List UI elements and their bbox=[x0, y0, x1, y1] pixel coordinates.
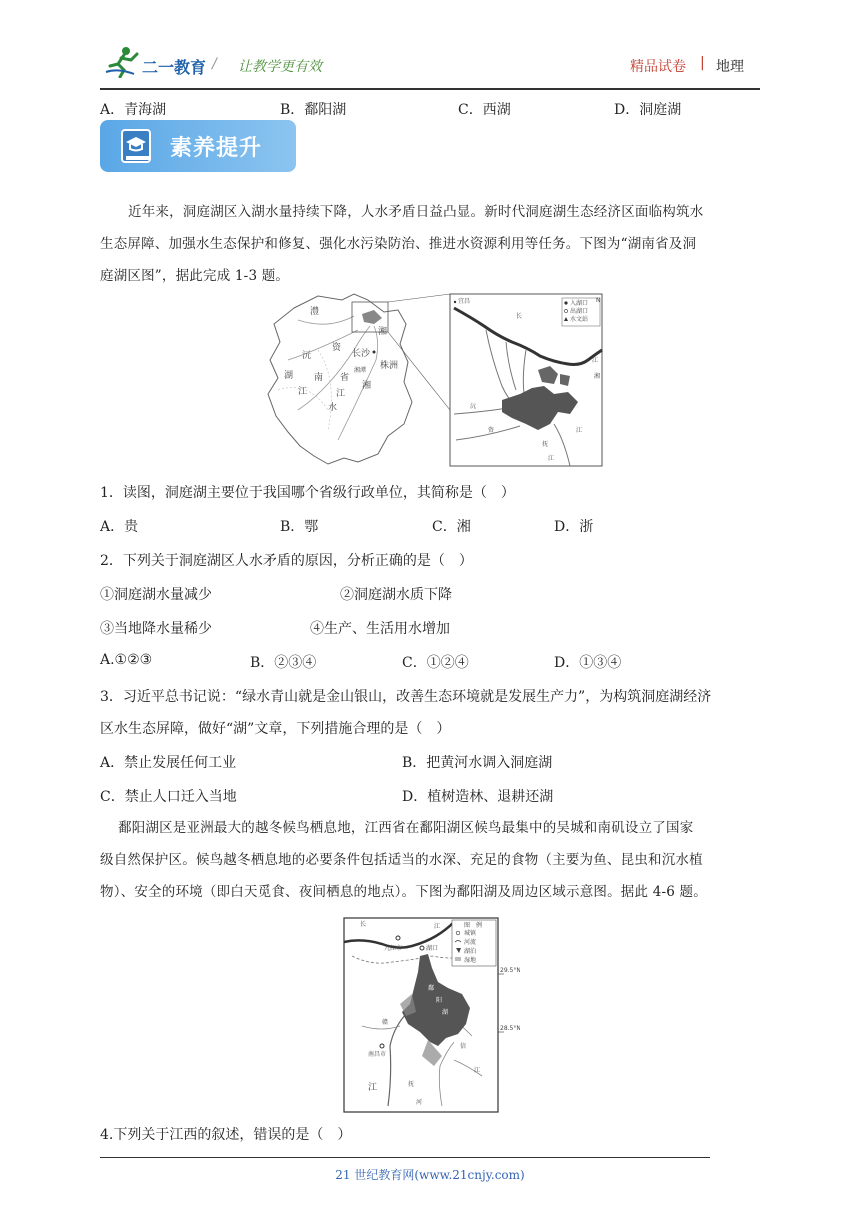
q3-stem-line1: 3．习近平总书记说：“绿水青山就是金山银山，改善生态环境就是发展生产力”，为构筑洞庭湖经济 bbox=[100, 689, 712, 705]
poyang-lake-map bbox=[342, 916, 520, 1116]
map1-label-changsha: 长沙 bbox=[352, 349, 371, 359]
runner-logo-icon bbox=[104, 46, 140, 78]
map1-label-hu: 湖 bbox=[284, 371, 294, 381]
map2-label-hu: 湖 bbox=[442, 1009, 449, 1016]
map1-legend-inlet: 入湖口 bbox=[570, 300, 589, 307]
map1-label-xiangtan: 湘潭 bbox=[354, 367, 367, 374]
map2-label-jiujiang: 九江市 bbox=[384, 945, 403, 952]
map2-lat-28-5: 28.5°N bbox=[500, 1025, 520, 1032]
book-graduation-icon bbox=[120, 128, 154, 164]
map2-label-xin: 信 bbox=[460, 1043, 467, 1050]
map1-label-zhuzhou: 株洲 bbox=[380, 361, 399, 371]
hunan-dongting-map bbox=[258, 290, 608, 474]
header-subject: 地理 bbox=[716, 59, 744, 75]
header-slash: / bbox=[212, 56, 217, 72]
map1-inset-yuan: 沅 bbox=[470, 403, 477, 410]
q2-item-4: ④生产、生活用水增加 bbox=[310, 621, 450, 637]
header-tag: 精品试卷 bbox=[630, 59, 686, 75]
q1-option-c: C．湘 bbox=[432, 519, 471, 535]
q2-option-c: C．①②④ bbox=[402, 655, 469, 671]
map1-inset-xiang: 湘 bbox=[594, 373, 601, 380]
map2-label-yang: 阳 bbox=[436, 997, 443, 1004]
q3-option-b: B．把黄河水调入洞庭湖 bbox=[402, 755, 553, 771]
section-banner bbox=[100, 120, 296, 172]
footer-link[interactable]: 21 世纪教育网(www.21cnjy.com) bbox=[335, 1168, 525, 1182]
banner-title: 素养提升 bbox=[170, 136, 263, 161]
map2-label-he: 河 bbox=[416, 1099, 423, 1106]
q3-option-c: C．禁止人口迁入当地 bbox=[100, 789, 237, 805]
map1-label-sheng: 省 bbox=[340, 373, 350, 383]
q2-item-3: ③当地降水量稀少 bbox=[100, 621, 212, 637]
map1-label-li: 澧 bbox=[310, 307, 320, 317]
map1-label-jiang2: 江 bbox=[336, 389, 346, 399]
map2-label-fu: 抚 bbox=[408, 1081, 415, 1088]
map2-legend-river: 河流 bbox=[464, 939, 477, 946]
q1-option-b: B．鄂 bbox=[280, 519, 319, 535]
map1-label-shui: 水 bbox=[328, 403, 338, 413]
logo bbox=[104, 46, 140, 78]
map2-label-jiang: 江 bbox=[434, 923, 441, 930]
q1-option-a: A．贵 bbox=[100, 519, 139, 535]
intro1-line3: 庭湖区图”，据此完成 1-3 题。 bbox=[100, 268, 290, 284]
q2-option-d: D．①③④ bbox=[554, 655, 622, 671]
map2-label-nanchang: 南昌市 bbox=[368, 1051, 387, 1058]
map1-inset-jiang3: 江 bbox=[576, 427, 583, 434]
map1-label-zi: 资 bbox=[332, 343, 342, 353]
intro1-line1: 近年来，洞庭湖区入湖水量持续下降，人水矛盾日益凸显。新时代洞庭湖生态经济区面临构筑水 bbox=[128, 204, 704, 220]
map1-inset-yichang: 宜昌 bbox=[458, 298, 471, 305]
map1-label-nan: 南 bbox=[314, 373, 324, 383]
prev-option-a: A．青海湖 bbox=[100, 102, 167, 118]
map2-label-po: 鄱 bbox=[428, 985, 435, 992]
map2-lat-29-5: 29.5°N bbox=[500, 967, 520, 974]
map1-inset-jiang2: 江 bbox=[548, 455, 555, 462]
map1-inset-zi: 资 bbox=[488, 427, 495, 434]
map1-inset-chang: 长 bbox=[516, 313, 523, 320]
map1-north-label: N bbox=[596, 297, 601, 304]
q2-option-a: A.①②③ bbox=[100, 652, 153, 668]
header-rule bbox=[100, 88, 760, 90]
footer-rule bbox=[100, 1157, 710, 1158]
intro2-line2: 级自然保护区。候鸟越冬栖息地的必要条件包括适当的水深、充足的食物（主要为鱼、昆虫和沉水植 bbox=[100, 852, 703, 868]
intro2-line3: 物）、安全的环境（即白天觅食、夜间栖息的地点）。下图为鄱阳湖及周边区域示意图。据此 4-6 题。 bbox=[100, 884, 707, 900]
q1-stem: 1．读图，洞庭湖主要位于我国哪个省级行政单位，其简称是（ ） bbox=[100, 485, 515, 501]
map1-label-xiang2: 湘 bbox=[362, 381, 372, 391]
q2-item-1: ①洞庭湖水量减少 bbox=[100, 587, 212, 603]
map2-label-gan: 赣 bbox=[382, 1019, 389, 1026]
map2-legend-town: 城镇 bbox=[464, 930, 477, 937]
brand-slogan: 让教学更有效 bbox=[238, 59, 322, 75]
q1-option-d: D．浙 bbox=[554, 519, 594, 535]
map1-inset-fu: 抚 bbox=[542, 441, 549, 448]
q2-stem: 2．下列关于洞庭湖区人水矛盾的原因，分析正确的是（ ） bbox=[100, 553, 473, 569]
intro1-line2: 生态屏障、加强水生态保护和修复、强化水污染防治、推进水资源利用等任务。下图为“湖南省及洞 bbox=[100, 236, 697, 252]
map2-legend-wetland: 湿地 bbox=[464, 957, 477, 964]
map2-label-jiang3: 江 bbox=[368, 1083, 378, 1093]
q2-item-2: ②洞庭湖水质下降 bbox=[340, 587, 452, 603]
map1-label-xiang: 湘 bbox=[378, 327, 388, 337]
brand-name: 二一教育 bbox=[142, 58, 207, 77]
prev-option-c: C．西湖 bbox=[458, 102, 511, 118]
intro2-line1: 鄱阳湖区是亚洲最大的越冬候鸟栖息地，江西省在鄱阳湖区候鸟最集中的吴城和南矶设立了国家 bbox=[118, 820, 694, 836]
map2-legend-lake: 湖泊 bbox=[464, 948, 477, 955]
map1-inset-jiang1: 江 bbox=[592, 357, 599, 364]
map1-legend-outlet: 出湖口 bbox=[570, 308, 589, 315]
q3-option-a: A．禁止发展任何工业 bbox=[100, 755, 237, 771]
map2-legend-title: 图 例 bbox=[464, 922, 483, 929]
map2-label-hukou: 湖口 bbox=[426, 945, 439, 952]
map1-legend-station: 水文站 bbox=[570, 316, 589, 323]
q2-option-b: B．②③④ bbox=[250, 655, 317, 671]
q3-option-d: D．植树造林、退耕还湖 bbox=[402, 789, 554, 805]
prev-option-b: B．鄱阳湖 bbox=[280, 102, 347, 118]
q4-stem: 4.下列关于江西的叙述，错误的是（ ） bbox=[100, 1127, 352, 1143]
map1-label-jiang1: 江 bbox=[298, 387, 308, 397]
map2-label-chang: 长 bbox=[360, 921, 367, 928]
q3-stem-line2: 区水生态屏障，做好“湖”文章，下列措施合理的是（ ） bbox=[100, 721, 451, 737]
prev-option-d: D．洞庭湖 bbox=[614, 102, 682, 118]
map1-label-yuan: 沅 bbox=[302, 351, 312, 361]
header-separator: | bbox=[700, 55, 705, 71]
map2-label-jiang2: 江 bbox=[474, 1067, 481, 1074]
